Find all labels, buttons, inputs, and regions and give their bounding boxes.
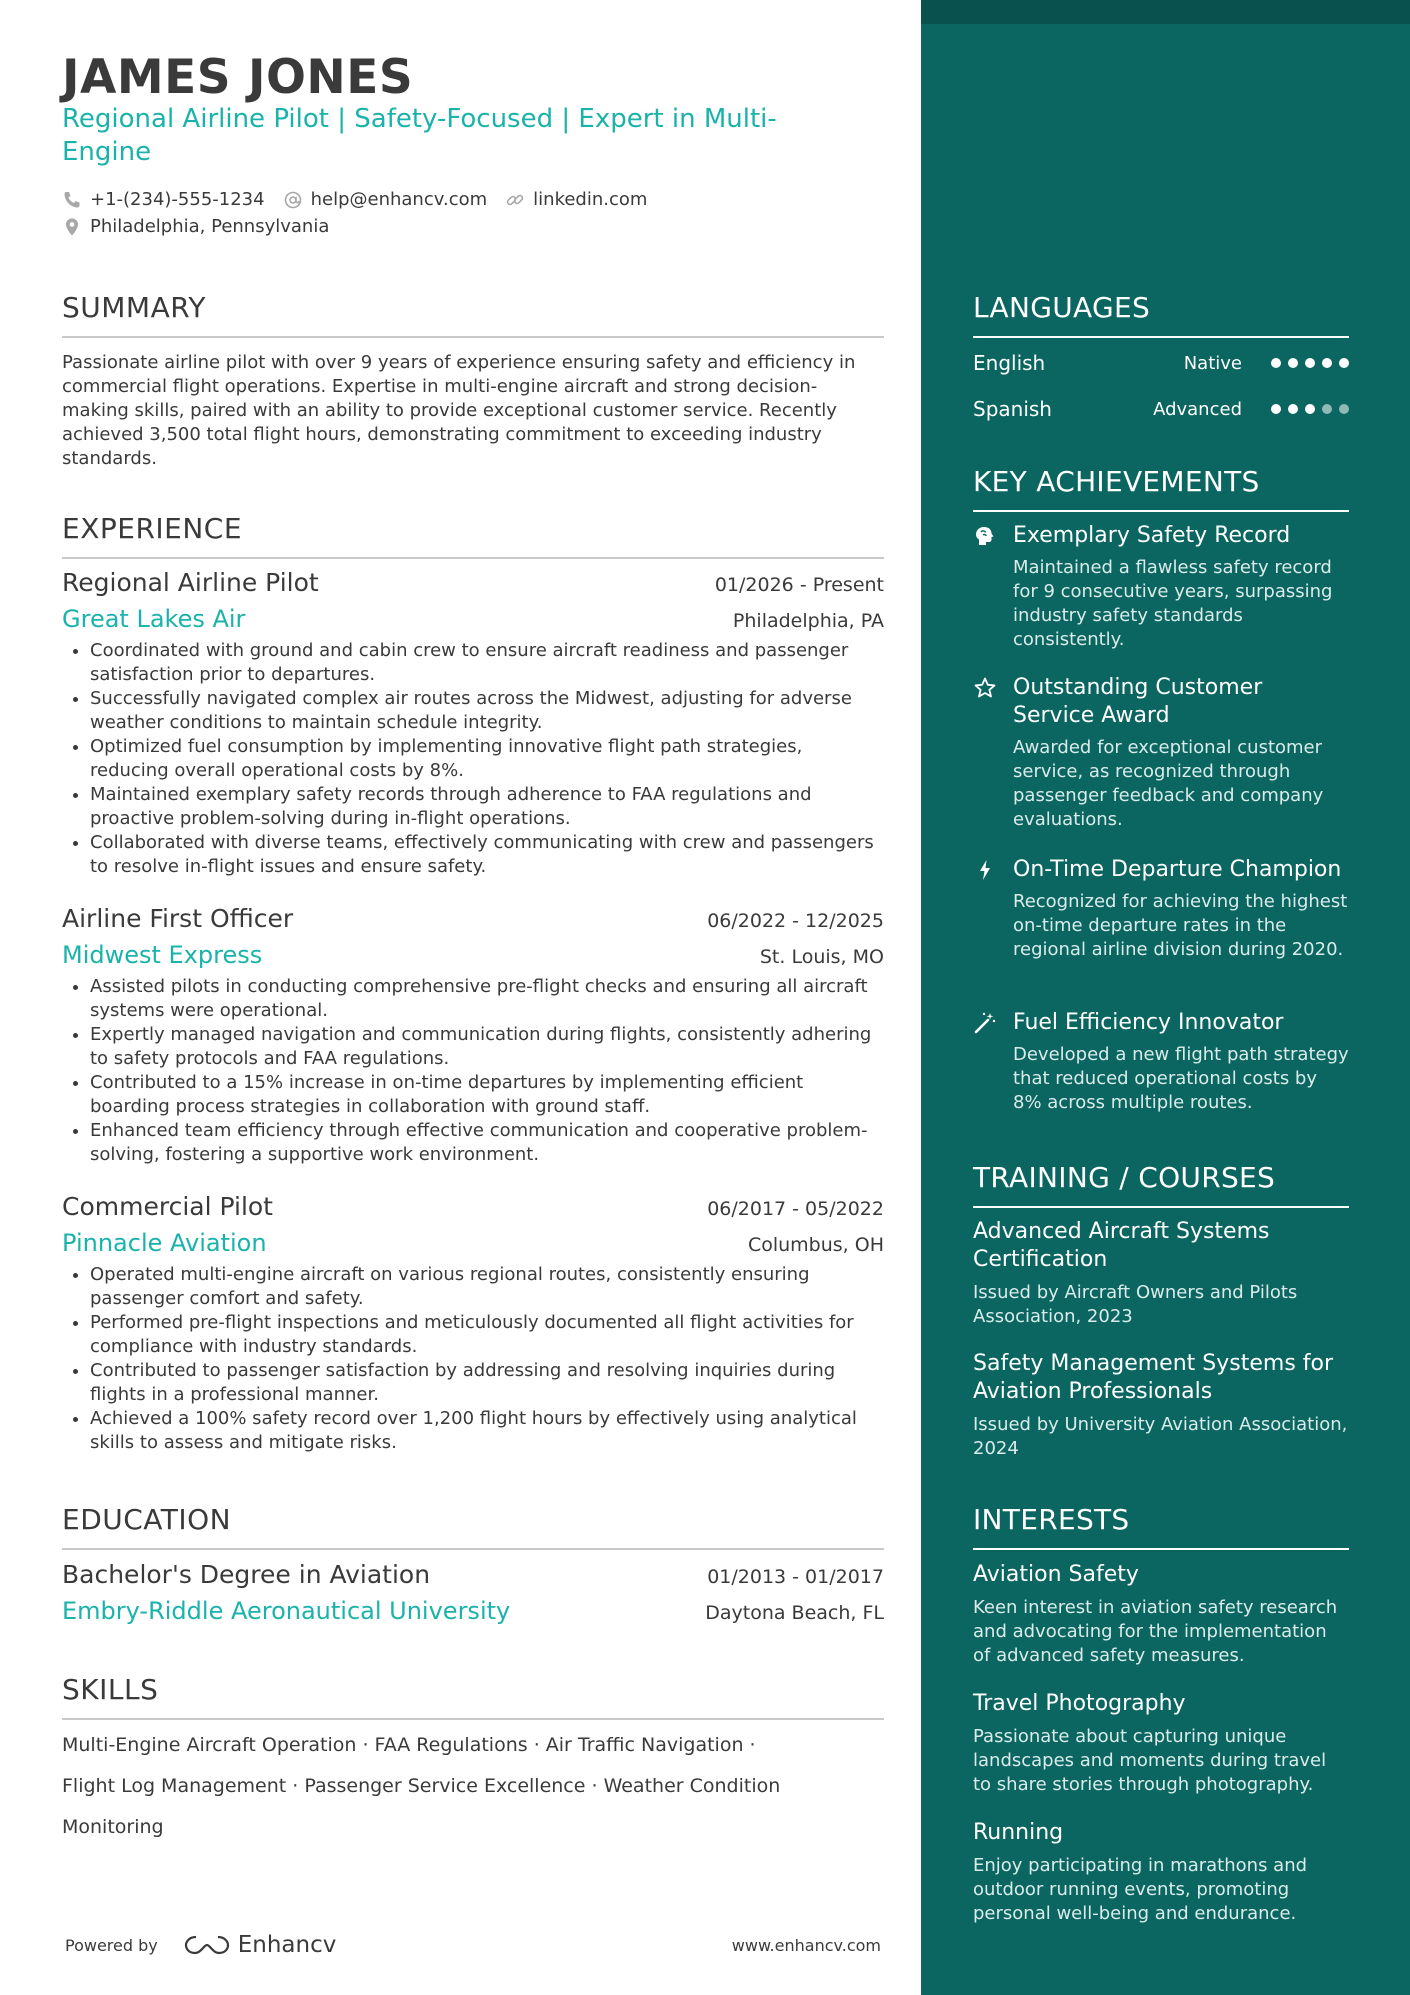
- education-location: Daytona Beach, FL: [705, 1602, 884, 1624]
- language-rating: [1264, 404, 1349, 414]
- job-bullet: • Successfully navigated complex air routes across the Midwest, adjusting for adverse weather conditions to maintain schedule integrity.: [90, 687, 884, 735]
- contact-phone: [62, 189, 265, 210]
- education-heading: EDUCATION: [62, 1502, 884, 1550]
- job-dates: 06/2017 - 05/2022: [707, 1198, 884, 1220]
- achievement-item: [973, 674, 1349, 832]
- job-bullet: • Achieved a 100% safety record over 1,200 flight hours by effectively using analytical skills to assess and mitigate risks.: [90, 1407, 884, 1455]
- achievement-item: [973, 1009, 1349, 1115]
- summary-heading: SUMMARY: [62, 290, 884, 338]
- course-item: [973, 1218, 1349, 1329]
- contact-location: [62, 216, 329, 237]
- interest-desc: Keen interest in aviation safety research and advocating for the implementation of advanced safety measures.: [973, 1597, 1338, 1666]
- job-bullet: • Coordinated with ground and cabin crew to ensure aircraft readiness and passenger satisfaction prior to departures.: [90, 639, 884, 687]
- course-title: Advanced Aircraft Systems Certification: [973, 1219, 1270, 1272]
- interest-item: [973, 1561, 1349, 1668]
- language-item: [973, 348, 1349, 378]
- rating-dot: [1305, 404, 1315, 414]
- job-bullet: • Collaborated with diverse teams, effectively communicating with crew and passengers to resolve in-flight issues and ensure safety.: [90, 831, 884, 879]
- skills-list: [62, 1725, 884, 1848]
- job-title: Airline First Officer: [62, 904, 294, 933]
- interest-desc: Enjoy participating in marathons and outdoor running events, promoting personal well-being and endurance.: [973, 1855, 1308, 1924]
- achievement-desc: Developed a new flight path strategy that reduced operational costs by 8% across multiple routes.: [1013, 1044, 1349, 1113]
- rating-dot: [1271, 358, 1281, 368]
- at-icon: [283, 190, 303, 210]
- skills-heading: SKILLS: [62, 1672, 884, 1720]
- candidate-tagline: Regional Airline Pilot | Safety-Focused | Expert in Multi-Engine: [62, 104, 777, 167]
- language-level: Advanced: [1153, 398, 1242, 420]
- interest-item: [973, 1819, 1349, 1926]
- education-dates: 01/2013 - 01/2017: [707, 1566, 884, 1588]
- location-text: Philadelphia, Pennsylvania: [90, 216, 330, 237]
- bolt-icon: [973, 858, 997, 882]
- summary-text: Passionate airline pilot with over 9 years of experience ensuring safety and efficiency in commercial flight operations. Expertise in multi-engine aircraft and strong decision-making skills, paired with an ability to provide exceptional customer service. Recently achieved 3,500 total flight hours, demonstrating commitment to exceeding industry standards.: [62, 352, 856, 469]
- achievement-item: [973, 856, 1349, 962]
- skills-line: Multi-Engine Aircraft Operation · FAA Regulations · Air Traffic Navigation ·: [62, 1734, 756, 1756]
- footer-brand: [65, 1932, 336, 1958]
- language-level: Native: [1183, 352, 1242, 374]
- language-name: Spanish: [973, 397, 1052, 421]
- achievement-item: [973, 522, 1349, 652]
- achievement-title: On-Time Departure Champion: [1013, 857, 1342, 882]
- language-name: English: [973, 351, 1046, 375]
- sidebar-top-band: [921, 0, 1410, 24]
- skills-line: Flight Log Management · Passenger Service Excellence · Weather Condition Monitoring: [62, 1775, 781, 1838]
- rating-dot: [1339, 358, 1349, 368]
- phone-text: +1-(234)-555-1234: [90, 189, 265, 210]
- job-location: St. Louis, MO: [759, 946, 884, 968]
- rating-dot: [1322, 404, 1332, 414]
- job-company: Great Lakes Air: [62, 605, 246, 633]
- job-entry: [62, 568, 884, 879]
- job-bullets: [62, 639, 884, 879]
- job-location: Philadelphia, PA: [732, 610, 884, 632]
- footer-url[interactable]: www.enhancv.com: [731, 1935, 881, 1955]
- job-bullet: • Contributed to a 15% increase in on-time departures by implementing efficient boarding process strategies in collaboration with ground staff.: [90, 1071, 884, 1119]
- course-title: Safety Management Systems for Aviation Professionals: [973, 1351, 1334, 1404]
- job-dates: 06/2022 - 12/2025: [707, 910, 884, 932]
- training-heading: TRAINING / COURSES: [973, 1160, 1349, 1208]
- email-text: help@enhancv.com: [310, 189, 488, 210]
- job-location: Columbus, OH: [747, 1234, 884, 1256]
- language-rating: [1264, 358, 1349, 368]
- achievement-desc: Awarded for exceptional customer service, as recognized through passenger feedback and company evaluations.: [1013, 737, 1324, 830]
- job-company: Midwest Express: [62, 941, 263, 969]
- experience-heading: EXPERIENCE: [62, 511, 884, 559]
- linkedin-text: linkedin.com: [533, 189, 648, 210]
- job-dates: 01/2026 - Present: [714, 574, 884, 596]
- job-entry: [62, 1192, 884, 1455]
- magic-wand-icon: [973, 1011, 997, 1035]
- interest-title: Running: [973, 1820, 1064, 1845]
- enhancv-logo-icon: [184, 1933, 230, 1957]
- education-school: Embry-Riddle Aeronautical University: [62, 1597, 511, 1625]
- achievement-title: Outstanding Customer Service Award: [1013, 675, 1263, 728]
- job-bullet: • Operated multi-engine aircraft on various regional routes, consistently ensuring passenger comfort and safety.: [90, 1263, 884, 1311]
- job-bullet: • Contributed to passenger satisfaction by addressing and resolving inquiries during flights in a professional manner.: [90, 1359, 884, 1407]
- contact-info: [62, 186, 882, 240]
- rating-dot: [1288, 404, 1298, 414]
- footer: [65, 1928, 881, 1962]
- link-icon: [505, 190, 525, 210]
- job-bullets: [62, 975, 884, 1167]
- interest-title: Travel Photography: [973, 1691, 1186, 1716]
- education-degree: Bachelor's Degree in Aviation: [62, 1560, 431, 1589]
- contact-email[interactable]: [283, 189, 488, 210]
- interest-title: Aviation Safety: [973, 1562, 1139, 1587]
- brain-icon: [973, 524, 997, 548]
- phone-icon: [62, 190, 82, 210]
- job-title: Regional Airline Pilot: [62, 568, 319, 597]
- candidate-name: JAMES JONES: [62, 50, 414, 105]
- education-entry: [62, 1560, 884, 1625]
- job-bullet: • Assisted pilots in conducting comprehensive pre-flight checks and ensuring all aircraft systems were operational.: [90, 975, 884, 1023]
- rating-dot: [1305, 358, 1315, 368]
- achievement-title: Fuel Efficiency Innovator: [1013, 1010, 1284, 1035]
- interest-item: [973, 1690, 1349, 1797]
- achievement-title: Exemplary Safety Record: [1013, 523, 1291, 548]
- languages-heading: LANGUAGES: [973, 290, 1349, 338]
- job-entry: [62, 904, 884, 1167]
- rating-dot: [1271, 404, 1281, 414]
- powered-by-label: Powered by: [65, 1935, 158, 1955]
- job-bullet: • Maintained exemplary safety records through adherence to FAA regulations and proactive problem-solving during in-flight operations.: [90, 783, 884, 831]
- job-bullet: • Optimized fuel consumption by implementing innovative flight path strategies, reducing overall operational costs by 8%.: [90, 735, 884, 783]
- achievement-desc: Recognized for achieving the highest on-time departure rates in the regional airline division during 2020.: [1013, 891, 1348, 960]
- rating-dot: [1339, 404, 1349, 414]
- rating-dot: [1288, 358, 1298, 368]
- enhancv-wordmark: Enhancv: [237, 1932, 337, 1958]
- job-bullet: • Expertly managed navigation and communication during flights, consistently adhering to safety protocols and FAA regulations.: [90, 1023, 884, 1071]
- job-bullets: [62, 1263, 884, 1455]
- achievement-desc: Maintained a flawless safety record for 9 consecutive years, surpassing industry safety standards consistently.: [1013, 557, 1333, 650]
- course-desc: Issued by University Aviation Association, 2024: [973, 1414, 1348, 1459]
- course-desc: Issued by Aircraft Owners and Pilots Association, 2023: [973, 1282, 1298, 1327]
- interests-heading: INTERESTS: [973, 1502, 1349, 1550]
- language-item: [973, 394, 1349, 424]
- star-icon: [973, 676, 997, 700]
- job-bullet: • Enhanced team efficiency through effective communication and cooperative problem-solving, fostering a supportive work environment.: [90, 1119, 884, 1167]
- contact-linkedin[interactable]: [505, 189, 647, 210]
- sidebar: [921, 0, 1410, 1995]
- rating-dot: [1322, 358, 1332, 368]
- location-pin-icon: [62, 217, 82, 237]
- interest-desc: Passionate about capturing unique landscapes and moments during travel to share stories through photography.: [973, 1726, 1327, 1795]
- course-item: [973, 1350, 1349, 1461]
- job-title: Commercial Pilot: [62, 1192, 273, 1221]
- job-bullet: • Performed pre-flight inspections and meticulously documented all flight activities for compliance with industry standards.: [90, 1311, 884, 1359]
- achievements-heading: KEY ACHIEVEMENTS: [973, 464, 1349, 512]
- job-company: Pinnacle Aviation: [62, 1229, 267, 1257]
